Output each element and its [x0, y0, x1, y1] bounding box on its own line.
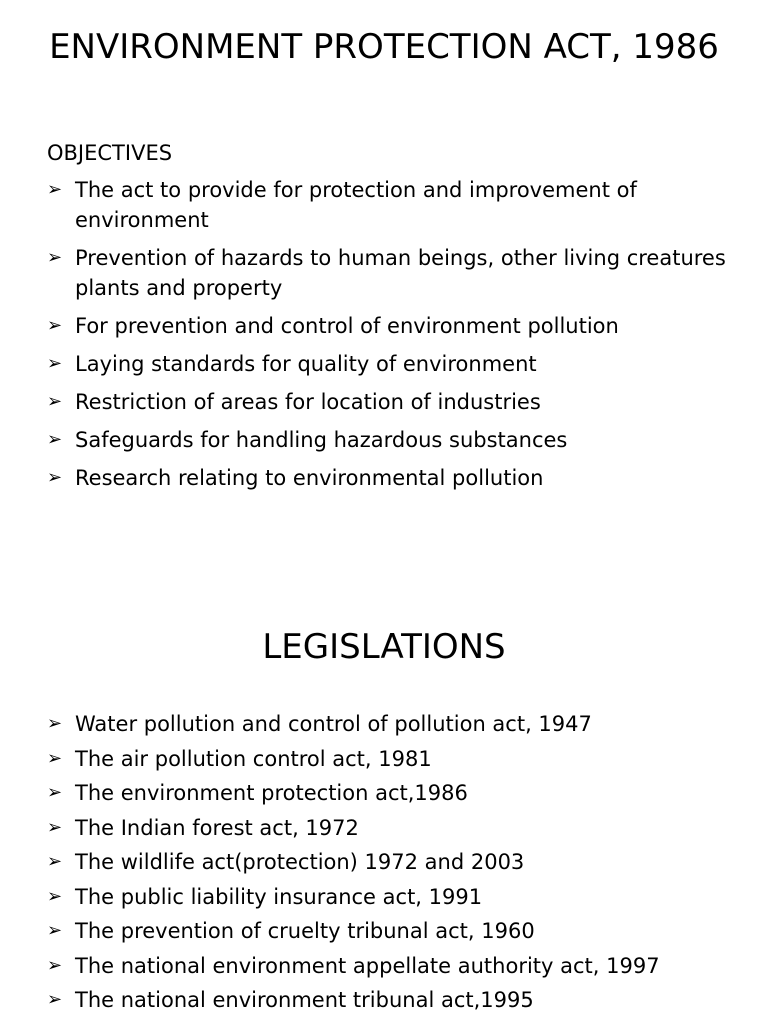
arrowhead-bullet-icon: ➢	[47, 713, 63, 734]
list-item-text: The national environment tribunal act,1995	[75, 988, 534, 1012]
list-item-text: The act to provide for protection and improvement of environment	[75, 178, 637, 232]
arrowhead-bullet-icon: ➢	[47, 429, 63, 450]
list-item	[47, 744, 737, 774]
list-item-text: Research relating to environmental pollution	[75, 466, 544, 490]
arrowhead-bullet-icon: ➢	[47, 247, 63, 268]
list-item-text: The air pollution control act, 1981	[75, 746, 432, 771]
list-item-text: The Indian forest act, 1972	[75, 815, 359, 840]
list-item	[47, 709, 737, 739]
arrowhead-bullet-icon: ➢	[47, 989, 63, 1010]
list-item-text: For prevention and control of environment pollution	[75, 314, 619, 338]
slide-legislations	[0, 512, 768, 1024]
arrowhead-bullet-icon: ➢	[47, 920, 63, 941]
arrowhead-bullet-icon: ➢	[47, 782, 63, 803]
objectives-list	[47, 175, 737, 501]
list-item	[47, 847, 737, 877]
arrowhead-bullet-icon: ➢	[47, 954, 63, 976]
list-item-text: The environment protection act,1986	[75, 781, 468, 805]
list-item-text: The wildlife act(protection) 1972 and 2003	[75, 850, 525, 874]
list-item	[47, 463, 737, 493]
list-item	[47, 813, 737, 843]
list-item-text: Water pollution and control of pollution act, 1947	[75, 712, 592, 736]
list-item-text: Restriction of areas for location of industries	[75, 390, 541, 414]
list-item	[47, 425, 737, 455]
arrowhead-bullet-icon: ➢	[47, 816, 63, 838]
legislations-list	[47, 709, 737, 1020]
list-item-text: The prevention of cruelty tribunal act, 1960	[75, 919, 535, 943]
list-item	[47, 985, 737, 1015]
list-item	[47, 175, 737, 235]
list-item	[47, 387, 737, 417]
list-item-text: The public liability insurance act, 1991	[75, 884, 483, 909]
list-item	[47, 311, 737, 341]
arrowhead-bullet-icon: ➢	[47, 467, 63, 488]
list-item-text: The national environment appellate authority act, 1997	[75, 953, 660, 978]
list-item	[47, 916, 737, 946]
list-item	[47, 778, 737, 808]
list-item-text: Safeguards for handling hazardous substances	[75, 428, 568, 452]
arrowhead-bullet-icon: ➢	[47, 885, 63, 907]
list-item	[47, 349, 737, 379]
objectives-heading: OBJECTIVES	[47, 141, 173, 165]
list-item-text: Prevention of hazards to human beings, other living creatures plants and property	[75, 246, 726, 300]
slide-title: ENVIRONMENT PROTECTION ACT, 1986	[49, 27, 719, 67]
list-item	[47, 882, 737, 912]
list-item	[47, 243, 737, 303]
arrowhead-bullet-icon: ➢	[47, 353, 63, 374]
arrowhead-bullet-icon: ➢	[47, 747, 63, 769]
list-item	[47, 951, 737, 981]
arrowhead-bullet-icon: ➢	[47, 851, 63, 872]
arrowhead-bullet-icon: ➢	[47, 315, 63, 336]
list-item-text: Laying standards for quality of environment	[75, 352, 537, 376]
slide-title: LEGISLATIONS	[262, 627, 506, 667]
arrowhead-bullet-icon: ➢	[47, 179, 63, 200]
arrowhead-bullet-icon: ➢	[47, 391, 63, 412]
